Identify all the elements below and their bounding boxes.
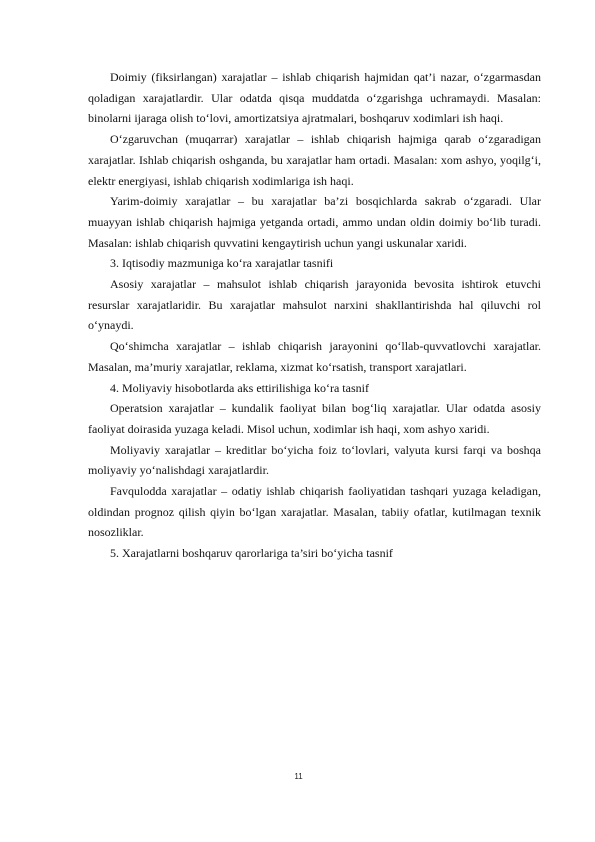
paragraph-additional-costs: Qo‘shimcha xarajatlar – ishlab chiqarish jarayonini qo‘llab-quvvatlovchi xarajatlar. Masalan, ma’muriy xarajatlar, reklama, xizmat ko‘rsatish, transport xarajatlari. <box>88 339 541 374</box>
paragraph-semi-fixed-costs: Yarim-doimiy xarajatlar – bu xarajatlar ba’zi bosqichlarda sakrab o‘zgaradi. Ular muayyan ishlab chiqarish hajmiga yetganda ortadi, ammo undan oldin doimiy bo‘lib turadi. Masalan: ishlab chiqarish quvvatini kengaytirish uchun yangi uskunalar xaridi. <box>88 194 541 250</box>
paragraph-extraordinary-costs: Favqulodda xarajatlar – odatiy ishlab chiqarish faoliyatidan tashqari yuzaga keladigan, oldindan prognoz qilish qiyin bo‘lgan xarajatlar. Masalan, tabiiy ofatlar, kutilmagan texnik nosozliklar. <box>88 484 541 540</box>
paragraph-variable-costs: O‘zgaruvchan (muqarrar) xarajatlar – ishlab chiqarish hajmiga qarab o‘zgaradigan xarajatlar. Ishlab chiqarish oshganda, bu xarajatlar ham ortadi. Masalan: xom ashyo, yoqilg‘i, elektr energiyasi, ishlab chiqarish xodimlariga ish haqi. <box>88 132 541 188</box>
paragraph-financial-costs: Moliyaviy xarajatlar – kreditlar bo‘yicha foiz to‘lovlari, valyuta kursi farqi va boshqa moliyaviy yo‘nalishdagi xarajatlardir. <box>88 442 541 478</box>
document-body <box>88 67 541 564</box>
paragraph-operating-costs: Operatsion xarajatlar – kundalik faoliyat bilan bog‘liq xarajatlar. Ular odatda asosiy faoliyat doirasida yuzaga keladi. Misol uchun, xodimlar ish haqi, xom ashyo xaridi. <box>88 401 541 436</box>
section-heading-4: 4. Moliyaviy hisobotlarda aks ettirilishiga ko‘ra tasnif <box>110 380 369 395</box>
paragraph-fixed-costs: Doimiy (fiksirlangan) xarajatlar – ishlab chiqarish hajmidan qat’i nazar, o‘zgarmasdan qoladigan xarajatlardir. Ular odatda qisqa muddatda o‘zgarishga uchramaydi. Masalan: binolarni ijaraga olish to‘lovi, amortizatsiya ajratmalari, boshqaruv xodimlari ish haqi. <box>88 70 541 126</box>
section-heading-5: 5. Xarajatlarni boshqaruv qarorlariga ta’siri bo‘yicha tasnif <box>110 546 393 561</box>
section-heading-3: 3. Iqtisodiy mazmuniga ko‘ra xarajatlar tasnifi <box>110 256 334 271</box>
paragraph-main-costs: Asosiy xarajatlar – mahsulot ishlab chiqarish jarayonida bevosita ishtirok etuvchi resurslar xarajatlaridir. Bu xarajatlar mahsulot narxini shakllantirishda hal qiluvchi rol o‘ynaydi. <box>88 277 541 333</box>
page-number: 11 <box>294 772 303 781</box>
